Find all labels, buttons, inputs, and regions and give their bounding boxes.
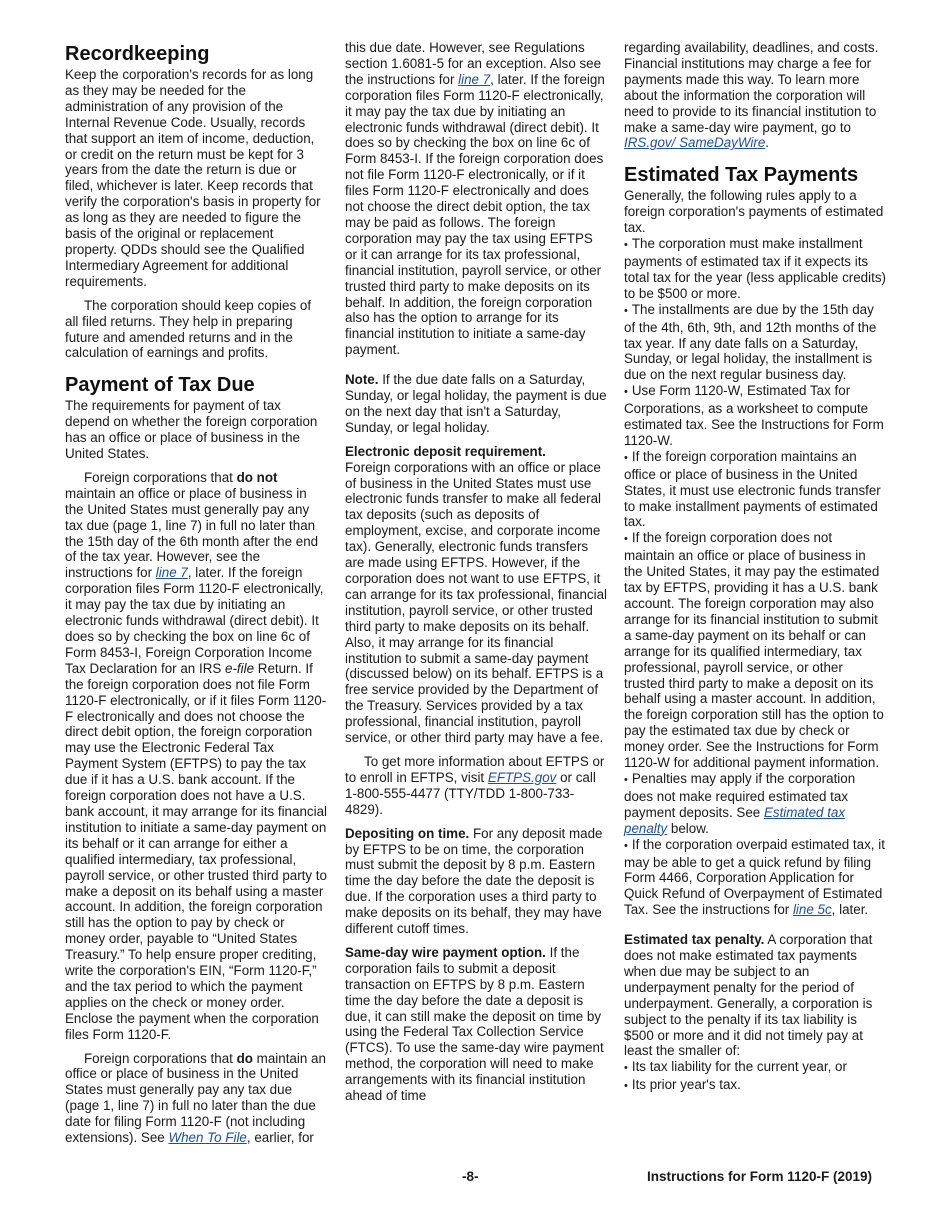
bullet-icon: • [624, 451, 628, 464]
estimated-tax-penalty-paragraph: Estimated tax penalty. A corporation that does not make estimated tax payments when due may be subject to an underpayment penalty for the period of underpayment. Generally, a corporation is subject to the penalty if its tax liability is $500 or more and it did not timely pay at least the smaller of: [624, 932, 873, 1059]
electronic-deposit-heading: Electronic deposit requirement. [345, 443, 546, 459]
recordkeeping-paragraph-1: Keep the corporation's records for as long as they may be needed for the administration of any provision of the Internal Revenue Code. Usually, records that support an item of income, deduction, or credit on the return must be kept for 3 years from the date the return is due or filed, whichever is later. Keep records that verify the corporation's basis in property for as long as they are needed to figure the basis of the original or replacement property. QDDs should see the Qualified Intermediary Agreement for additional requirements. [65, 67, 321, 289]
depositing-on-time-paragraph: Depositing on time. For any deposit made by EFTPS to be on time, the corporation must submit the deposit by 8 p.m. Eastern time the day before the date the deposit is due. If the corporation uses a third party to make deposits on its behalf, they may have different cutoff times. [345, 825, 603, 937]
recordkeeping-paragraph-2: The corporation should keep copies of all filed returns. They help in preparing future and amended returns and in the calculation of earnings and profits. [65, 297, 312, 361]
list-item: • If the corporation overpaid estimated tax, it may be able to get a quick refund by filing Form 4466, Corporation Application for Quick Refund of Overpayment of Estimated Tax. See the instructions for line 5c, later. [624, 836, 885, 918]
column-3 [624, 40, 886, 1103]
list-item: • Penalties may apply if the corporation does not make required estimated tax payment deposits. See Estimated tax penalty below. [624, 770, 856, 836]
eftps-info-paragraph: To get more information about EFTPS or to enroll in EFTPS, visit EFTPS.gov or call 1-800-555-4477 (TTY/TDD 1-800-733-4829). [345, 753, 605, 817]
list-item: • Use Form 1120-W, Estimated Tax for Corporations, as a worksheet to compute estimated tax. See the Instructions for Form 1120-W. [624, 383, 884, 448]
bullet-icon: • [624, 386, 628, 399]
bullet-icon: • [624, 839, 628, 852]
link-estimated-tax-penalty[interactable]: Estimated tax penalty [624, 804, 846, 836]
bullet-icon: • [624, 773, 628, 786]
bullet-icon: • [624, 1062, 628, 1075]
list-item: • If the foreign corporation maintains an office or place of business in the United States, it must use electronic funds transfer to make installment payments of estimated tax. [624, 448, 881, 530]
link-when-to-file[interactable]: When To File [168, 1130, 247, 1146]
payment-continued-paragraph: this due date. However, see Regulations section 1.6081-5 for an exception. Also see the instructions for line 7, later. If the foreign corporation files Form 1120-F electronically, it may pay the tax due by initiating an electronic funds withdrawal (direct debit). It does so by checking the box on line 6c of Form 8453-I. If the foreign corporation does not file Form 1120-F electronically, or if it files Form 1120-F electronically and does not choose the direct debit option, the tax may be paid as follows. The foreign corporation may pay the tax using EFTPS or it can arrange for its tax professional, financial institution, payroll service, or other trusted third party to make deposits on its behalf. In addition, the foreign corporation also has the option to arrange for its financial institution to initiate a same-day payment. [345, 40, 605, 358]
bullet-icon: • [624, 239, 628, 252]
list-item: • If the foreign corporation does not maintain an office or place of business in the United States, it may pay the estimated tax by EFTPS, providing it has a U.S. bank account. The foreign corporation may also arrange for its financial institution to submit a same-day payment on its behalf or can arrange for its qualified intermediary, tax professional, payroll service, or other trusted third party to make a deposit on its behalf using a master account. In addition, the foreign corporation still has the option to pay the estimated tax due by check or money order. See the Instructions for Form 1120-W for additional payment information. [624, 530, 884, 771]
bullet-icon: • [624, 304, 628, 317]
payment-paragraph-1: The requirements for payment of tax depend on whether the foreign corporation has an office or place of business in the United States. [65, 398, 318, 462]
penalty-conditions-list [624, 1059, 886, 1095]
link-line-5c[interactable]: line 5c [792, 902, 832, 918]
list-item: • The installments are due by the 15th day of the 4th, 6th, 9th, and 12th months of the tax year. If any date falls on a Saturday, Sunday, or legal holiday, the installment is due on the next regular business day. [624, 301, 877, 383]
link-line-7[interactable]: line 7 [155, 565, 188, 581]
estimated-tax-intro: Generally, the following rules apply to a foreign corporation's payments of estimated tax. [624, 188, 884, 236]
heading-recordkeeping: Recordkeeping [65, 43, 210, 65]
heading-payment-of-tax-due: Payment of Tax Due [65, 374, 255, 397]
payment-paragraph-3: Foreign corporations that do maintain an office or place of business in the United States must generally pay any tax due (page 1, line 7) in full no later than the due date for filing Form 1120-F (not including extensions). See When To File, earlier, for [65, 1050, 326, 1146]
same-day-wire-continued-paragraph: regarding availability, deadlines, and costs. Financial institutions may charge a fee for payments made this way. To learn more about the information the corporation will need to provide to its financial institution to make a same-day wire payment, go to IRS.gov/ SameDayWire. [624, 40, 879, 151]
link-line-7-col2[interactable]: line 7 [458, 71, 491, 87]
estimated-tax-rules-list [624, 236, 886, 918]
link-eftps-gov[interactable]: EFTPS.gov [487, 769, 557, 785]
bullet-icon: • [624, 533, 628, 546]
list-item: • The corporation must make installment payments of estimated tax if it expects its total tax for the year (less applicable credits) to be $500 or more. [624, 236, 886, 301]
payment-paragraph-2: Foreign corporations that do not maintain an office or place of business in the United States must generally pay any tax due (page 1, line 7) in full no later than the 15th day of the 6th month after the end of the tax year. However, see the instructions for line 7, later. If the foreign corporation files Form 1120-F electronically, it may pay the tax due by initiating an electronic funds withdrawal (direct debit). It does so by checking the box on line 6c of Form 8453-I, Foreign Corporation Income Tax Declaration for an IRS e-file Return. If the foreign corporation does not file Form 1120-F electronically, or if it files Form 1120-F electronically and does not choose the direct debit option, the foreign corporation may use the Electronic Federal Tax Payment System (EFTPS) to pay the tax due if it has a U.S. bank account. If the foreign corporation does not have a U.S. bank account, it may arrange for its financial institution to initiate a same-day payment on its behalf or it can arrange for either a qualified intermediary, tax professional, payroll service, or other trusted third party to make a deposit on its behalf using a master account. In addition, the foreign corporation still has the option to pay by check or money order, payable to “United States Treasury.” To help ensure proper crediting, write the corporation's EIN, “Form 1120-F,” and the tax period to which the payment applies on the check or money order. Enclose the payment when the corporation files Form 1120-F. [65, 469, 327, 1042]
electronic-deposit-paragraph: Electronic deposit requirement. Foreign corporations with an office or place of business in the United States must use electronic funds transfer to make all federal tax deposits (such as deposits of employment, excise, and corporate income tax). Generally, electronic funds transfers are made using EFTPS. However, if the corporation does not want to use EFTPS, it can arrange for its tax professional, financial institution, payroll service, or other trusted third party to make deposits on its behalf. Also, it may arrange for its financial institution to submit a same-day payment (discussed below) on its behalf. EFTPS is a free service provided by the Department of the Treasury. Services provided by a tax professional, financial institution, payroll service, or other third party may have a fee. [345, 443, 608, 746]
list-item: • Its prior year's tax. [624, 1077, 741, 1093]
form-title-footer: Instructions for Form 1120-F (2019) [647, 1169, 873, 1184]
bullet-icon: • [624, 1080, 628, 1093]
list-item: • Its tax liability for the current year, or [624, 1059, 847, 1075]
column-2 [345, 40, 607, 1104]
same-day-wire-paragraph: Same-day wire payment option. If the corporation fails to submit a deposit transaction on EFTPS by 8 p.m. Eastern time the day before the date a deposit is due, it can still make the deposit on time by using the Federal Tax Collection Service (FTCS). To use the same-day wire payment method, the corporation will need to make arrangements with its financial institution ahead of time [345, 944, 604, 1104]
link-irs-samedaywire[interactable]: IRS.gov/ SameDayWire [624, 135, 766, 151]
column-1 [65, 40, 327, 1146]
heading-estimated-tax-payments: Estimated Tax Payments [624, 164, 859, 187]
note-paragraph: Note. If the due date falls on a Saturday, Sunday, or legal holiday, the payment is due on the next day that isn't a Saturday, Sunday, or legal holiday. [345, 372, 607, 435]
page-number: -8- [462, 1169, 479, 1184]
